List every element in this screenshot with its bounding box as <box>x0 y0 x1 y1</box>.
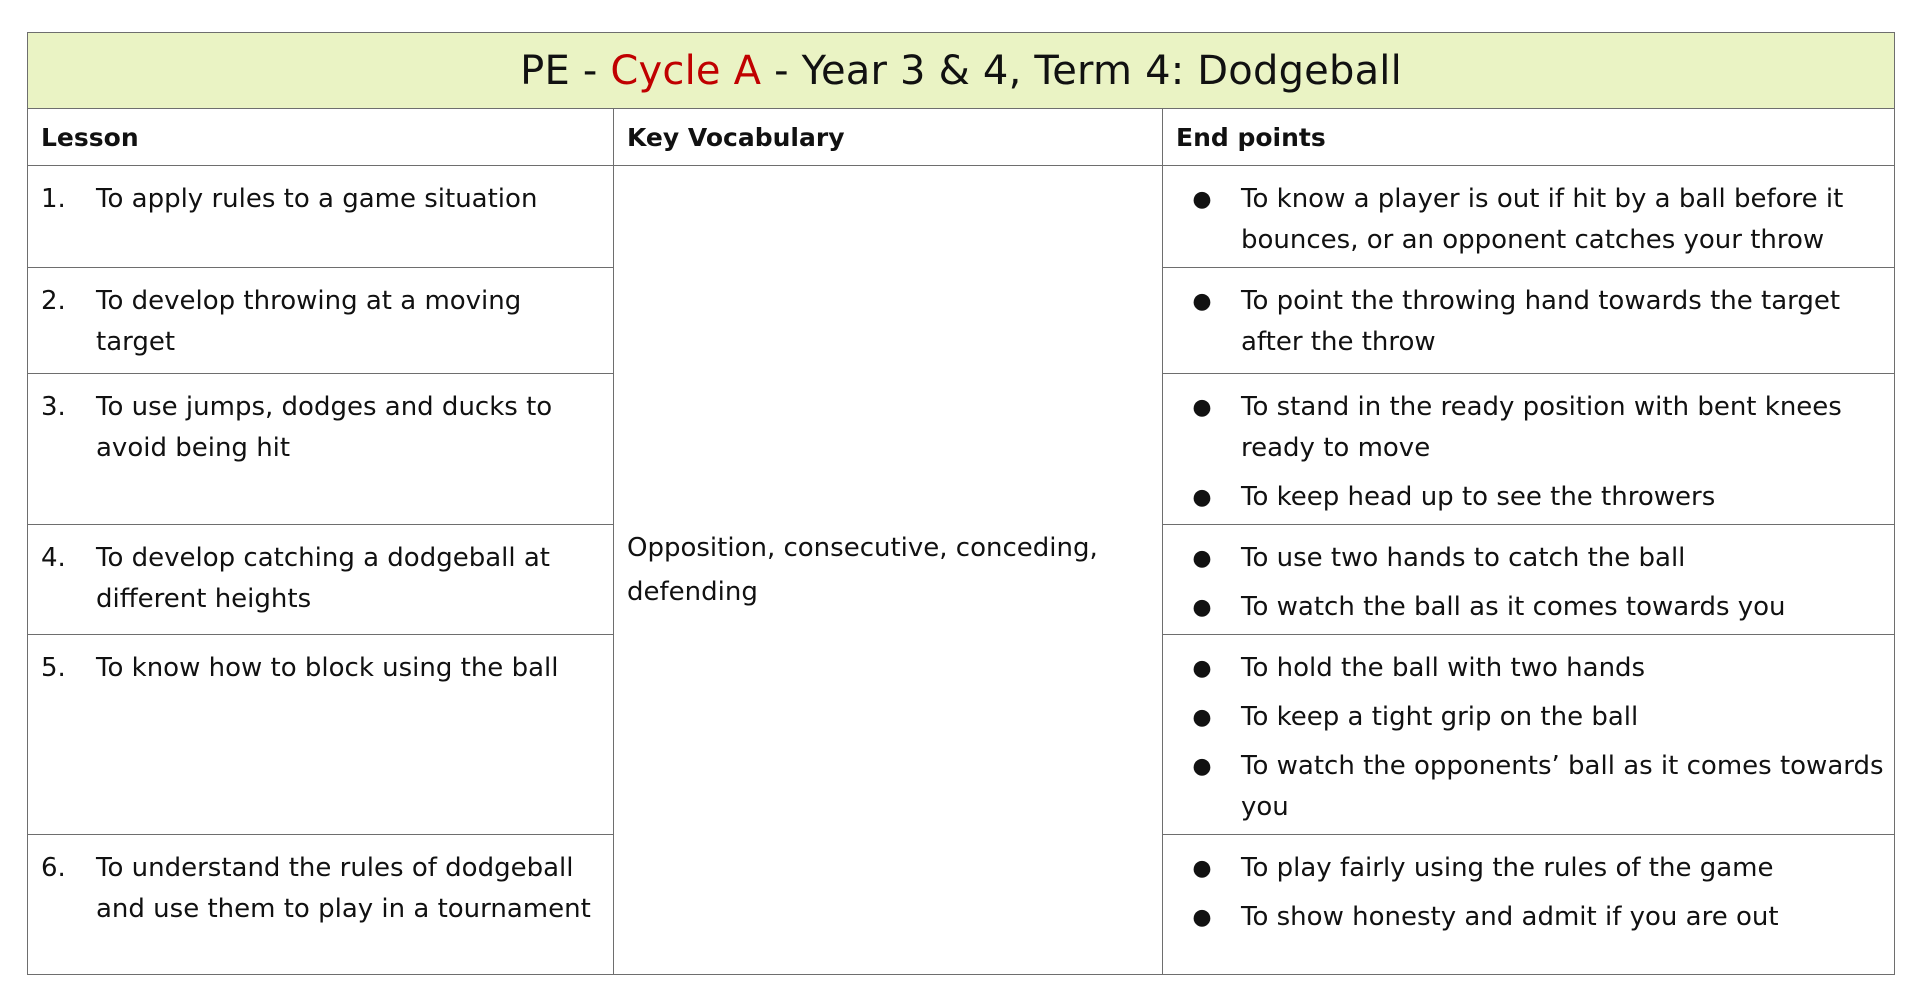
bullet-icon: ● <box>1192 754 1212 779</box>
lesson-text: To apply rules to a game situation <box>96 184 538 214</box>
end-points-cell <box>1163 268 1895 374</box>
list-item <box>1163 281 1884 363</box>
bullet-icon: ● <box>1192 395 1212 420</box>
end-point-text: To keep a tight grip on the ball <box>1241 702 1639 732</box>
lesson-text: To use jumps, dodges and ducks to avoid being hit <box>96 392 553 463</box>
page-title <box>28 33 1895 109</box>
lesson-cell <box>28 835 614 975</box>
title-accent: Cycle A <box>610 47 762 94</box>
title-suffix: - Year 3 & 4, Term 4: Dodgeball <box>761 47 1402 94</box>
lesson-number: 1. <box>41 184 66 214</box>
lesson-plan-table <box>27 32 1895 975</box>
table-row <box>28 166 1895 268</box>
list-item <box>1163 746 1884 828</box>
lesson-text: To understand the rules of dodgeball and use them to play in a tournament <box>96 853 591 924</box>
list-item <box>1163 848 1884 889</box>
end-points-cell <box>1163 525 1895 635</box>
end-point-text: To point the throwing hand towards the target after the throw <box>1241 286 1841 357</box>
lesson-cell <box>28 525 614 635</box>
title-prefix: PE - <box>520 47 611 94</box>
end-point-text: To show honesty and admit if you are out <box>1241 902 1779 932</box>
lesson-text: To know how to block using the ball <box>96 653 559 683</box>
end-points-cell <box>1163 374 1895 525</box>
bullet-icon: ● <box>1192 905 1212 930</box>
lesson-cell <box>28 635 614 835</box>
lesson-header: Lesson <box>28 109 614 166</box>
vocabulary-text: Opposition, consecutive, conceding, defending <box>627 533 1098 607</box>
list-item <box>1163 648 1884 689</box>
end-point-text: To play fairly using the rules of the game <box>1241 853 1774 883</box>
lesson-text: To develop throwing at a moving target <box>96 286 522 357</box>
list-item <box>1163 897 1884 938</box>
bullet-icon: ● <box>1192 656 1212 681</box>
list-item <box>1163 179 1884 261</box>
lesson-text: To develop catching a dodgeball at different heights <box>96 543 550 614</box>
bullet-icon: ● <box>1192 289 1212 314</box>
end-points-cell <box>1163 835 1895 975</box>
lesson-cell <box>28 268 614 374</box>
list-item <box>1163 387 1884 469</box>
list-item <box>1163 538 1884 579</box>
list-item <box>1163 477 1884 518</box>
lesson-number: 5. <box>41 653 66 683</box>
lesson-number: 6. <box>41 853 66 883</box>
bullet-icon: ● <box>1192 187 1212 212</box>
vocabulary-cell <box>614 166 1163 975</box>
lesson-cell <box>28 374 614 525</box>
vocabulary-header: Key Vocabulary <box>614 109 1163 166</box>
end-point-text: To hold the ball with two hands <box>1241 653 1646 683</box>
end-point-text: To watch the ball as it comes towards you <box>1241 592 1786 622</box>
lesson-number: 3. <box>41 392 66 422</box>
end-points-header: End points <box>1163 109 1895 166</box>
end-points-cell <box>1163 166 1895 268</box>
list-item <box>1163 587 1884 628</box>
bullet-icon: ● <box>1192 546 1212 571</box>
title-row <box>28 33 1895 109</box>
end-point-text: To know a player is out if hit by a ball before it bounces, or an opponent catches your throw <box>1241 184 1844 255</box>
lesson-cell <box>28 166 614 268</box>
bullet-icon: ● <box>1192 856 1212 881</box>
list-item <box>1163 697 1884 738</box>
end-point-text: To watch the opponents’ ball as it comes towards you <box>1241 751 1884 822</box>
end-points-cell <box>1163 635 1895 835</box>
end-point-text: To keep head up to see the throwers <box>1241 482 1716 512</box>
bullet-icon: ● <box>1192 705 1212 730</box>
bullet-icon: ● <box>1192 595 1212 620</box>
lesson-number: 2. <box>41 286 66 316</box>
bullet-icon: ● <box>1192 485 1212 510</box>
end-point-text: To use two hands to catch the ball <box>1241 543 1686 573</box>
end-point-text: To stand in the ready position with bent knees ready to move <box>1241 392 1842 463</box>
header-row <box>28 109 1895 166</box>
lesson-number: 4. <box>41 543 66 573</box>
